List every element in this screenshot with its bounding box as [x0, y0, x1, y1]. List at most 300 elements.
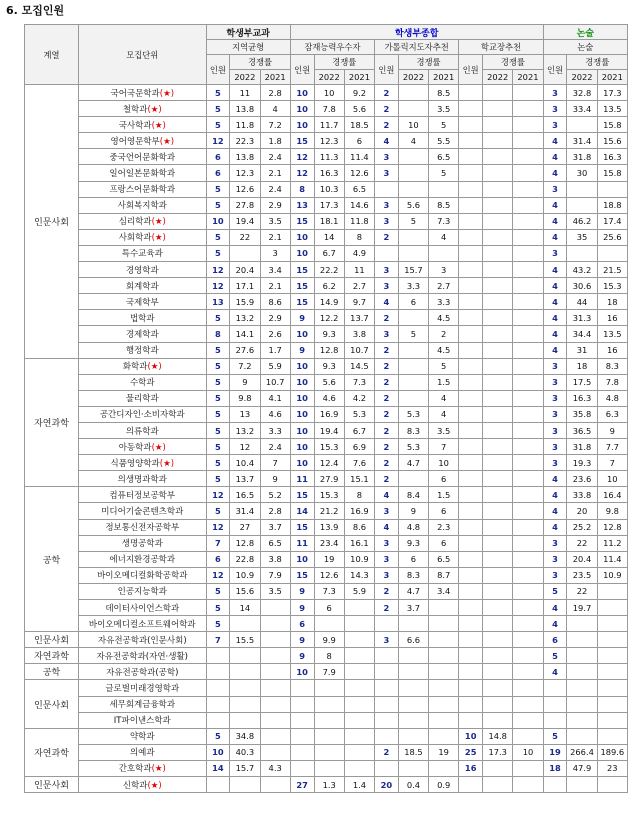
- competition-cell: 7.9: [260, 567, 290, 583]
- competition-cell: 19.3: [567, 455, 597, 471]
- competition-cell: 7.3: [429, 213, 459, 229]
- quota-cell: [459, 342, 483, 358]
- competition-cell: [314, 728, 344, 744]
- header-group-comprehensive: 학생부종합: [290, 25, 543, 40]
- competition-cell: [429, 680, 459, 696]
- competition-cell: 27.8: [230, 197, 260, 213]
- quota-cell: 3: [543, 245, 567, 261]
- quota-cell: 12: [290, 165, 314, 181]
- unit-cell: [79, 342, 207, 358]
- unit-name: 의예과: [129, 748, 155, 759]
- competition-cell: 7.2: [230, 358, 260, 374]
- competition-cell: 2.9: [260, 197, 290, 213]
- competition-cell: 2.9: [260, 310, 290, 326]
- quota-cell: [375, 181, 399, 197]
- quota-cell: 10: [290, 390, 314, 406]
- competition-cell: [513, 117, 543, 133]
- header-sub-regional: 지역균형: [206, 40, 290, 55]
- quota-cell: [375, 728, 399, 744]
- quota-cell: 2: [375, 583, 399, 599]
- competition-cell: 1.8: [260, 133, 290, 149]
- competition-cell: 13.9: [314, 519, 344, 535]
- quota-cell: 2: [375, 342, 399, 358]
- quota-cell: 4: [375, 133, 399, 149]
- quota-cell: 5: [206, 85, 230, 101]
- table-row: [25, 600, 628, 616]
- competition-cell: [398, 390, 428, 406]
- quota-cell: 4: [375, 519, 399, 535]
- competition-cell: 6: [314, 600, 344, 616]
- competition-cell: [398, 342, 428, 358]
- quota-cell: [206, 777, 230, 793]
- competition-cell: 16.4: [597, 487, 627, 503]
- quota-cell: 4: [543, 487, 567, 503]
- quota-cell: 4: [543, 262, 567, 278]
- unit-cell: [79, 567, 207, 583]
- quota-cell: [459, 181, 483, 197]
- competition-cell: [597, 777, 627, 793]
- competition-cell: 14.6: [344, 197, 374, 213]
- competition-cell: 36.5: [567, 422, 597, 438]
- competition-cell: 2.1: [260, 278, 290, 294]
- unit-name: 일어일본문화학과: [109, 169, 176, 180]
- quota-cell: 8: [290, 181, 314, 197]
- competition-cell: [597, 583, 627, 599]
- competition-cell: [513, 181, 543, 197]
- competition-cell: [513, 600, 543, 616]
- table-row: [25, 229, 628, 245]
- competition-cell: 12.4: [314, 455, 344, 471]
- unit-name: 미디어기술콘텐츠학과: [101, 506, 184, 517]
- quota-cell: 5: [206, 358, 230, 374]
- competition-cell: [230, 777, 260, 793]
- unit-name: 의류학과: [125, 426, 159, 437]
- quota-cell: 3: [543, 181, 567, 197]
- quota-cell: 10: [290, 117, 314, 133]
- competition-cell: [398, 245, 428, 261]
- competition-cell: [567, 181, 597, 197]
- quota-cell: 3: [375, 262, 399, 278]
- competition-cell: 16.3: [567, 390, 597, 406]
- competition-cell: 12.8: [314, 342, 344, 358]
- competition-cell: 31.4: [230, 503, 260, 519]
- category-cell: 자연과학: [25, 648, 79, 664]
- unit-cell: [79, 455, 207, 471]
- star-marker: (★): [151, 442, 166, 453]
- unit-cell: [79, 551, 207, 567]
- competition-cell: 3.5: [429, 422, 459, 438]
- competition-cell: [483, 390, 513, 406]
- competition-cell: 23.4: [314, 535, 344, 551]
- quota-cell: 3: [543, 439, 567, 455]
- quota-cell: [459, 696, 483, 712]
- competition-cell: [483, 712, 513, 728]
- competition-cell: 4.9: [344, 245, 374, 261]
- competition-cell: [344, 728, 374, 744]
- competition-cell: 8: [344, 229, 374, 245]
- quota-cell: 2: [375, 422, 399, 438]
- competition-cell: 11: [344, 262, 374, 278]
- quota-cell: 5: [206, 503, 230, 519]
- quota-cell: [290, 744, 314, 760]
- competition-cell: 8.3: [398, 422, 428, 438]
- quota-cell: [290, 760, 314, 776]
- quota-cell: 5: [206, 583, 230, 599]
- unit-name: 신학과: [122, 780, 148, 791]
- competition-cell: 19: [429, 744, 459, 760]
- competition-cell: [483, 551, 513, 567]
- category-cell: 인문사회: [25, 777, 79, 793]
- header-year-2022: 2022: [567, 70, 597, 85]
- header-competition: 경쟁률: [230, 55, 291, 70]
- quota-cell: [459, 503, 483, 519]
- header-quota: 인원: [290, 55, 314, 85]
- competition-cell: 13.8: [230, 101, 260, 117]
- unit-cell: [79, 133, 207, 149]
- competition-cell: 4: [398, 133, 428, 149]
- table-row: [25, 213, 628, 229]
- competition-cell: 5.2: [260, 487, 290, 503]
- competition-cell: 14: [230, 600, 260, 616]
- competition-cell: 5.9: [344, 583, 374, 599]
- competition-cell: 16.3: [597, 149, 627, 165]
- quota-cell: 10: [206, 744, 230, 760]
- unit-cell: [79, 85, 207, 101]
- competition-cell: 7.8: [314, 101, 344, 117]
- quota-cell: 10: [290, 245, 314, 261]
- competition-cell: 16.1: [344, 535, 374, 551]
- quota-cell: 10: [290, 455, 314, 471]
- competition-cell: 3.5: [429, 101, 459, 117]
- competition-cell: [513, 213, 543, 229]
- header-year-2022: 2022: [230, 70, 260, 85]
- quota-cell: 2: [375, 310, 399, 326]
- header-unit: 모집단위: [79, 25, 207, 85]
- unit-cell: [79, 358, 207, 374]
- competition-cell: 33.8: [567, 487, 597, 503]
- table-row: [25, 149, 628, 165]
- table-row: [25, 583, 628, 599]
- unit-name: 공간디자인·소비자학과: [99, 410, 185, 421]
- table-row: [25, 422, 628, 438]
- unit-name: 경영학과: [125, 265, 159, 276]
- competition-cell: 25.2: [567, 519, 597, 535]
- quota-cell: 3: [543, 358, 567, 374]
- competition-cell: [260, 728, 290, 744]
- header-year-2021: 2021: [344, 70, 374, 85]
- competition-cell: 14.8: [483, 728, 513, 744]
- quota-cell: 2: [375, 471, 399, 487]
- unit-name: 사회학과: [118, 233, 152, 244]
- quota-cell: [206, 696, 230, 712]
- quota-cell: 3: [543, 390, 567, 406]
- quota-cell: 7: [206, 535, 230, 551]
- competition-cell: [483, 181, 513, 197]
- competition-cell: 18.5: [398, 744, 428, 760]
- quota-cell: 6: [543, 632, 567, 648]
- competition-cell: [483, 632, 513, 648]
- quota-cell: 5: [543, 648, 567, 664]
- competition-cell: [483, 583, 513, 599]
- quota-cell: [459, 278, 483, 294]
- quota-cell: 4: [543, 310, 567, 326]
- competition-cell: 15.8: [597, 117, 627, 133]
- competition-cell: 7.3: [344, 374, 374, 390]
- competition-cell: 8.4: [398, 487, 428, 503]
- competition-cell: 15.6: [230, 583, 260, 599]
- quota-cell: 11: [290, 535, 314, 551]
- competition-cell: [483, 358, 513, 374]
- competition-cell: 10.7: [260, 374, 290, 390]
- competition-cell: 3: [429, 262, 459, 278]
- competition-cell: 5.9: [260, 358, 290, 374]
- competition-cell: 3.3: [260, 422, 290, 438]
- quota-cell: [459, 777, 483, 793]
- unit-cell: [79, 422, 207, 438]
- quota-cell: 10: [290, 358, 314, 374]
- competition-cell: 10.4: [230, 455, 260, 471]
- unit-cell: [79, 149, 207, 165]
- quota-cell: 11: [290, 471, 314, 487]
- competition-cell: [513, 567, 543, 583]
- header-year-2021: 2021: [260, 70, 290, 85]
- competition-cell: 15.8: [597, 165, 627, 181]
- competition-cell: [260, 632, 290, 648]
- competition-cell: 18: [597, 294, 627, 310]
- competition-cell: [513, 310, 543, 326]
- quota-cell: 4: [543, 278, 567, 294]
- unit-name: 정보통신전자공학부: [105, 523, 180, 534]
- competition-cell: [260, 744, 290, 760]
- header-quota: 인원: [375, 55, 399, 85]
- competition-cell: 2.7: [429, 278, 459, 294]
- competition-cell: 11.2: [597, 535, 627, 551]
- quota-cell: [459, 648, 483, 664]
- competition-cell: 8.6: [344, 519, 374, 535]
- quota-cell: [459, 712, 483, 728]
- competition-cell: 22: [230, 229, 260, 245]
- competition-cell: 35.8: [567, 406, 597, 422]
- quota-cell: [459, 406, 483, 422]
- category-cell: 자연과학: [25, 358, 79, 487]
- table-row: [25, 310, 628, 326]
- competition-cell: [513, 696, 543, 712]
- star-marker: (★): [147, 362, 162, 373]
- competition-cell: 5.3: [398, 406, 428, 422]
- competition-cell: 25.6: [597, 229, 627, 245]
- quota-cell: 5: [206, 728, 230, 744]
- competition-cell: [344, 600, 374, 616]
- competition-cell: 15.6: [597, 133, 627, 149]
- competition-cell: [513, 632, 543, 648]
- competition-cell: 4.8: [597, 390, 627, 406]
- quota-cell: 10: [290, 229, 314, 245]
- table-row: [25, 181, 628, 197]
- quota-cell: 4: [543, 616, 567, 632]
- competition-cell: [567, 680, 597, 696]
- competition-cell: 6.5: [429, 149, 459, 165]
- competition-cell: 2.1: [260, 165, 290, 181]
- quota-cell: 2: [375, 101, 399, 117]
- header-sub-essay: 논술: [543, 40, 627, 55]
- competition-cell: [344, 744, 374, 760]
- unit-name: 경제학과: [125, 329, 159, 340]
- unit-name: IT파이낸스학과: [113, 716, 171, 727]
- competition-cell: 19.4: [314, 422, 344, 438]
- competition-cell: 19: [314, 551, 344, 567]
- header-competition: 경쟁률: [314, 55, 375, 70]
- competition-cell: [483, 213, 513, 229]
- table-row: [25, 197, 628, 213]
- competition-cell: 16: [597, 310, 627, 326]
- competition-cell: 33.4: [567, 101, 597, 117]
- competition-cell: [567, 197, 597, 213]
- competition-cell: [398, 696, 428, 712]
- competition-cell: 6.2: [314, 278, 344, 294]
- competition-cell: [597, 600, 627, 616]
- competition-cell: 8.3: [597, 358, 627, 374]
- unit-cell: [79, 503, 207, 519]
- quota-cell: [459, 551, 483, 567]
- quota-cell: 13: [290, 197, 314, 213]
- competition-cell: 22.3: [230, 133, 260, 149]
- competition-cell: [483, 664, 513, 680]
- competition-cell: 2.3: [429, 519, 459, 535]
- quota-cell: 5: [206, 117, 230, 133]
- competition-cell: 13.5: [597, 101, 627, 117]
- competition-cell: 5.5: [429, 133, 459, 149]
- unit-name: 사회복지학과: [117, 201, 167, 212]
- competition-cell: 7.2: [260, 117, 290, 133]
- unit-name: 심리학과: [118, 217, 152, 228]
- competition-cell: 40.3: [230, 744, 260, 760]
- competition-cell: 4.2: [344, 390, 374, 406]
- competition-cell: 1.7: [260, 342, 290, 358]
- competition-cell: 10.9: [230, 567, 260, 583]
- competition-cell: 3.7: [260, 519, 290, 535]
- unit-cell: [79, 680, 207, 696]
- quota-cell: 4: [375, 294, 399, 310]
- competition-cell: [344, 616, 374, 632]
- category-cell: 공학: [25, 487, 79, 632]
- table-row: [25, 342, 628, 358]
- competition-cell: 15.1: [344, 471, 374, 487]
- unit-name: 세무회계금융학과: [109, 700, 176, 711]
- competition-cell: [429, 648, 459, 664]
- competition-cell: 5.3: [344, 406, 374, 422]
- competition-cell: [513, 519, 543, 535]
- competition-cell: [314, 696, 344, 712]
- competition-cell: [483, 648, 513, 664]
- quota-cell: 5: [206, 471, 230, 487]
- competition-cell: [398, 149, 428, 165]
- competition-cell: 2.4: [260, 181, 290, 197]
- table-row: [25, 262, 628, 278]
- competition-cell: 7: [260, 455, 290, 471]
- quota-cell: 4: [543, 133, 567, 149]
- quota-cell: 2: [375, 374, 399, 390]
- competition-cell: 13.7: [230, 471, 260, 487]
- unit-cell: [79, 487, 207, 503]
- quota-cell: [206, 712, 230, 728]
- competition-cell: 18.8: [597, 197, 627, 213]
- competition-cell: 9.3: [314, 326, 344, 342]
- quota-cell: 6: [206, 551, 230, 567]
- competition-cell: [230, 616, 260, 632]
- quota-cell: 2: [375, 455, 399, 471]
- competition-cell: [483, 439, 513, 455]
- competition-cell: 8.5: [429, 85, 459, 101]
- competition-cell: [513, 326, 543, 342]
- competition-cell: 8: [314, 648, 344, 664]
- competition-cell: [429, 632, 459, 648]
- quota-cell: [459, 664, 483, 680]
- competition-cell: 5.6: [344, 101, 374, 117]
- header-year-2021: 2021: [597, 70, 627, 85]
- quota-cell: 15: [290, 278, 314, 294]
- competition-cell: [483, 600, 513, 616]
- competition-cell: [513, 422, 543, 438]
- quota-cell: 3: [543, 422, 567, 438]
- quota-cell: 14: [290, 503, 314, 519]
- quota-cell: 5: [206, 229, 230, 245]
- competition-cell: 10.9: [597, 567, 627, 583]
- competition-cell: [483, 455, 513, 471]
- competition-cell: [483, 245, 513, 261]
- competition-cell: [483, 262, 513, 278]
- competition-cell: 10: [513, 744, 543, 760]
- table-row: [25, 326, 628, 342]
- quota-cell: 10: [290, 664, 314, 680]
- quota-cell: 20: [375, 777, 399, 793]
- quota-cell: [459, 632, 483, 648]
- competition-cell: 3.4: [429, 583, 459, 599]
- quota-cell: 10: [290, 326, 314, 342]
- competition-cell: 266.4: [567, 744, 597, 760]
- competition-cell: 16.9: [314, 406, 344, 422]
- competition-cell: 46.2: [567, 213, 597, 229]
- competition-cell: [483, 374, 513, 390]
- competition-cell: 20: [567, 503, 597, 519]
- unit-cell: [79, 181, 207, 197]
- quota-cell: 6: [206, 165, 230, 181]
- competition-cell: 13.7: [344, 310, 374, 326]
- competition-cell: [483, 326, 513, 342]
- competition-cell: 6.5: [344, 181, 374, 197]
- table-row: [25, 245, 628, 261]
- competition-cell: 17.4: [597, 213, 627, 229]
- competition-cell: 7: [429, 439, 459, 455]
- competition-cell: 9.7: [344, 294, 374, 310]
- competition-cell: 6.7: [314, 245, 344, 261]
- competition-cell: [567, 616, 597, 632]
- category-cell: 공학: [25, 664, 79, 680]
- competition-cell: [429, 600, 459, 616]
- competition-cell: 31.8: [567, 149, 597, 165]
- competition-cell: 3.8: [344, 326, 374, 342]
- quota-cell: 15: [290, 262, 314, 278]
- competition-cell: 4.3: [260, 760, 290, 776]
- competition-cell: [260, 648, 290, 664]
- quota-cell: 5: [206, 374, 230, 390]
- competition-cell: 23: [597, 760, 627, 776]
- competition-cell: [513, 712, 543, 728]
- table-row: [25, 632, 628, 648]
- table-row: [25, 535, 628, 551]
- quota-cell: 5: [206, 406, 230, 422]
- competition-cell: 17.3: [483, 744, 513, 760]
- competition-cell: 5: [398, 326, 428, 342]
